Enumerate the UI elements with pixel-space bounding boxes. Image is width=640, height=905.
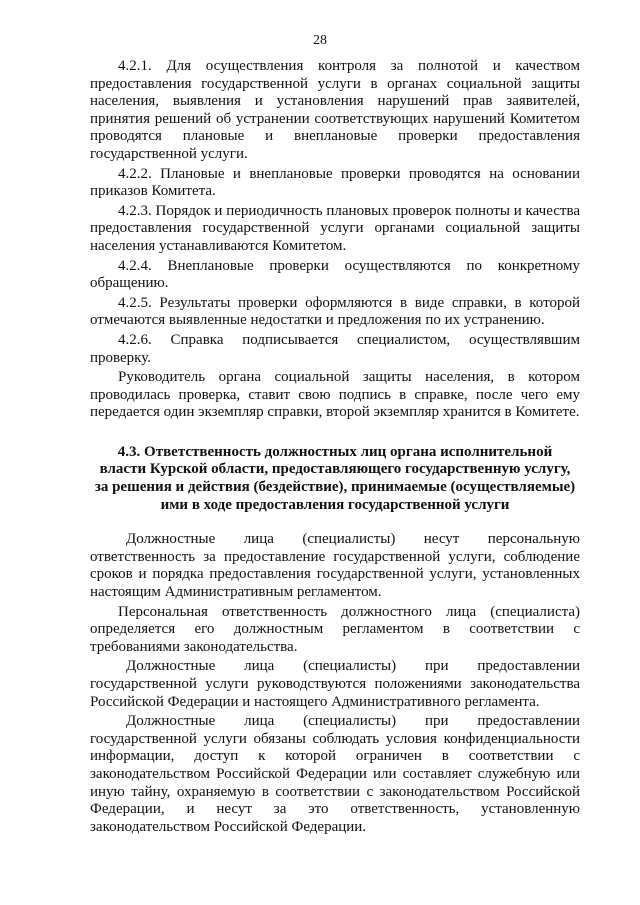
paragraph-4-2-1: 4.2.1. Для осуществления контроля за полнотой и качеством предоставления государственной услуги в органах социальной защиты населения, выявления и установления нарушений прав заявителей, принятия решений об устранении соответствующих нарушений Комитетом проводятся плановые и внеплановые проверки предоставления государственной услуги.: [90, 58, 580, 162]
paragraph-4-2-3: 4.2.3. Порядок и периодичность плановых проверок полноты и качества предоставления государственной услуги органами социальной защиты населения устанавливаются Комитетом.: [90, 202, 580, 254]
page-number: 28: [313, 33, 327, 48]
heading-line: власти Курской области, предоставляющего государственную услугу,: [99, 461, 571, 478]
paragraph-4-2-2: 4.2.2. Плановые и внеплановые проверки проводятся на основании приказов Комитета.: [90, 165, 580, 200]
paragraph-personal-responsibility: Персональная ответственность должностного лица (специалиста) определяется его должностным регламентом в соответствии с требованиями законодательства.: [90, 603, 580, 655]
paragraph-4-2-6: 4.2.6. Справка подписывается специалистом, осуществлявшим проверку.: [90, 331, 580, 366]
heading-line: 4.3. Ответственность должностных лиц органа исполнительной: [117, 443, 553, 460]
heading-line: за решения и действия (бездействие), принимаемые (осуществляемые): [94, 479, 576, 496]
section-heading-4-3: [90, 444, 580, 514]
heading-line: ими в ходе предоставления государственной услуги: [160, 496, 510, 513]
paragraph-supervisor: Руководитель органа социальной защиты населения, в котором проводилась проверка, ставит свою подпись в справке, после чего ему передается один экземпляр справки, второй экземпляр хранится в Комитете.: [90, 369, 580, 421]
paragraph-4-2-4: 4.2.4. Внеплановые проверки осуществляются по конкретному обращению.: [90, 257, 580, 292]
document-body: [90, 58, 580, 838]
paragraph-confidentiality: Должностные лица (специалисты) при предоставлении государственной услуги обязаны соблюдать условия конфиденциальности информации, доступ к которой ограничен в соответствии с законодательством Российской Федерации или составляет служебную или иную тайну, охраняемую в соответствии с законодательством Российской Федерации, и несут за это ответственность, установленную законодательством Российской Федерации.: [90, 713, 580, 835]
paragraph-responsibility: Должностные лица (специалисты) несут персональную ответственность за предоставление государственной услуги, соблюдение сроков и порядка предоставления государственной услуги, установленных настоящим Административным регламентом.: [90, 531, 580, 601]
paragraph-4-2-5: 4.2.5. Результаты проверки оформляются в виде справки, в которой отмечаются выявленные недостатки и предложения по их устранению.: [90, 294, 580, 329]
paragraph-legislation: Должностные лица (специалисты) при предоставлении государственной услуги руководствуются положениями законодательства Российской Федерации и настоящего Административного регламента.: [90, 658, 580, 710]
